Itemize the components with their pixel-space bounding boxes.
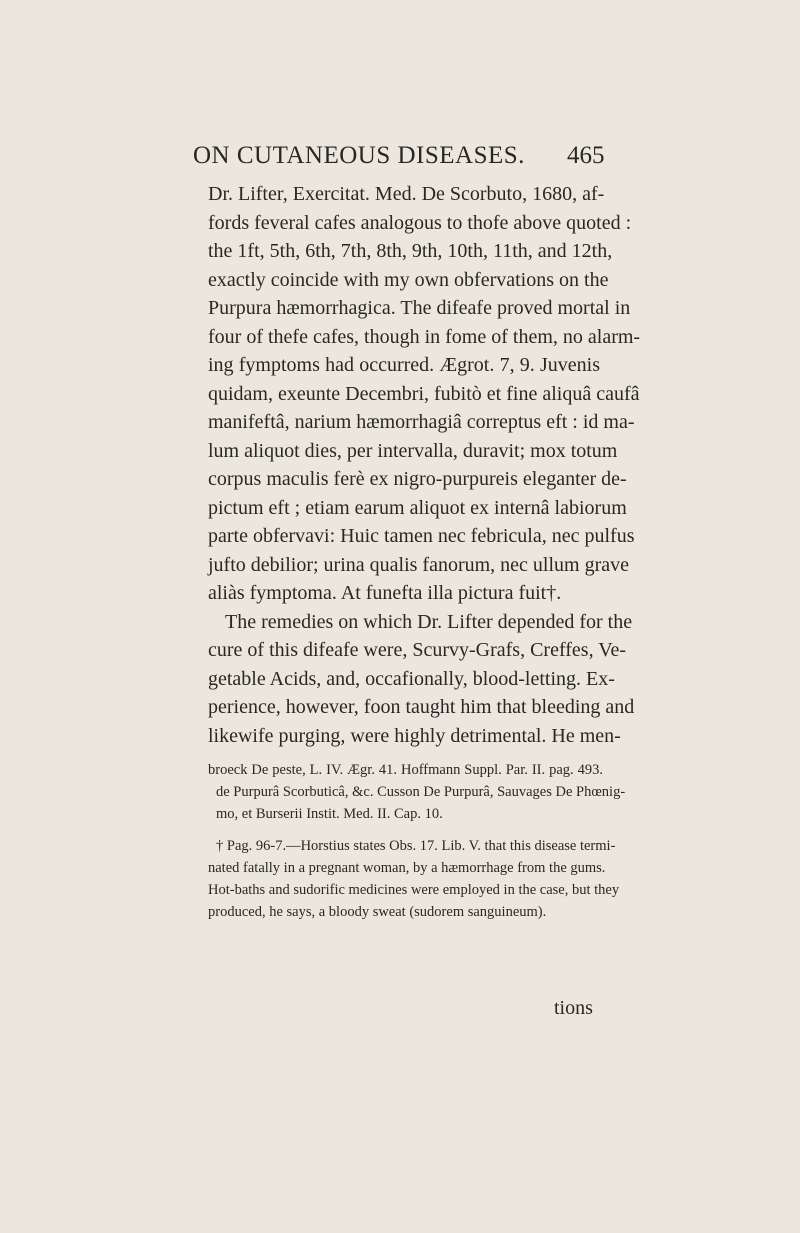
text-line: jufto debilior; urina qualis fanorum, nec ullum grave bbox=[208, 553, 629, 576]
footnote-line: nated fatally in a pregnant woman, by a hæmorrhage from the gums. bbox=[208, 860, 606, 876]
page-header bbox=[0, 142, 800, 176]
text-line: ing fymptoms had occurred. Ægrot. 7, 9. Juvenis bbox=[208, 354, 600, 376]
text-line: cure of this difeafe were, Scurvy-Grafs, Creffes, Ve- bbox=[208, 639, 626, 661]
text-line: fords feveral cafes analogous to thofe above quoted : bbox=[208, 211, 632, 234]
running-head: ON CUTANEOUS DISEASES. bbox=[193, 142, 525, 169]
footnote-spacer bbox=[208, 825, 603, 835]
footnote-line: Hot-baths and sudorific medicines were employed in the case, but they bbox=[208, 882, 620, 898]
footnote-line: mo, et Burserii Instit. Med. II. Cap. 10. bbox=[216, 806, 443, 822]
text-line: Purpura hæmorrhagica. The difeafe proved mortal in bbox=[208, 297, 631, 319]
text-line: four of thefe cafes, though in fome of them, no alarm- bbox=[208, 325, 641, 348]
text-line: getable Acids, and, occafionally, blood-letting. Ex- bbox=[208, 667, 615, 690]
text-line: The remedies on which Dr. Lifter depended for the bbox=[225, 610, 633, 633]
text-line: likewife purging, were highly detrimental. He men- bbox=[208, 724, 621, 747]
footnote-line: produced, he says, a bloody sweat (sudorem sanguineum). bbox=[208, 904, 547, 920]
catchword: tions bbox=[554, 997, 593, 1019]
main-text bbox=[208, 180, 641, 750]
footnote-line: † Pag. 96-7.—Horstius states Obs. 17. Lib. V. that this disease termi- bbox=[216, 838, 616, 854]
text-line: the 1ft, 5th, 6th, 7th, 8th, 9th, 10th, 11th, and 12th, bbox=[208, 240, 613, 262]
page-number: 465 bbox=[567, 142, 605, 169]
footnote-line: de Purpurâ Scorbuticâ, &c. Cusson De Purpurâ, Sauvages De Phœnig- bbox=[216, 784, 626, 800]
text-line: parte obfervavi: Huic tamen nec febricula, nec pulfus bbox=[208, 525, 635, 547]
text-line: perience, however, foon taught him that bleeding and bbox=[208, 696, 635, 718]
footnote-line: broeck De peste, L. IV. Ægr. 41. Hoffmann Suppl. Par. II. pag. 493. bbox=[208, 762, 603, 778]
text-line: aliàs fymptoma. At funefta illa pictura fuit†. bbox=[208, 582, 562, 604]
text-line: exactly coincide with my own obfervations on the bbox=[208, 268, 609, 291]
text-line: manifeftâ, narium hæmorrhagiâ correptus eft : id ma- bbox=[208, 411, 635, 433]
text-line: pictum eft ; etiam earum aliquot ex internâ labiorum bbox=[208, 496, 627, 519]
text-line: Dr. Lifter, Exercitat. Med. De Scorbuto, 1680, af- bbox=[208, 183, 605, 205]
footnotes bbox=[208, 759, 626, 923]
text-line: quidam, exeunte Decembri, fubitò et fine aliquâ caufâ bbox=[208, 382, 640, 405]
text-line: corpus maculis ferè ex nigro-purpureis eleganter de- bbox=[208, 468, 627, 490]
text-line: lum aliquot dies, per intervalla, duravit; mox totum bbox=[208, 439, 618, 462]
